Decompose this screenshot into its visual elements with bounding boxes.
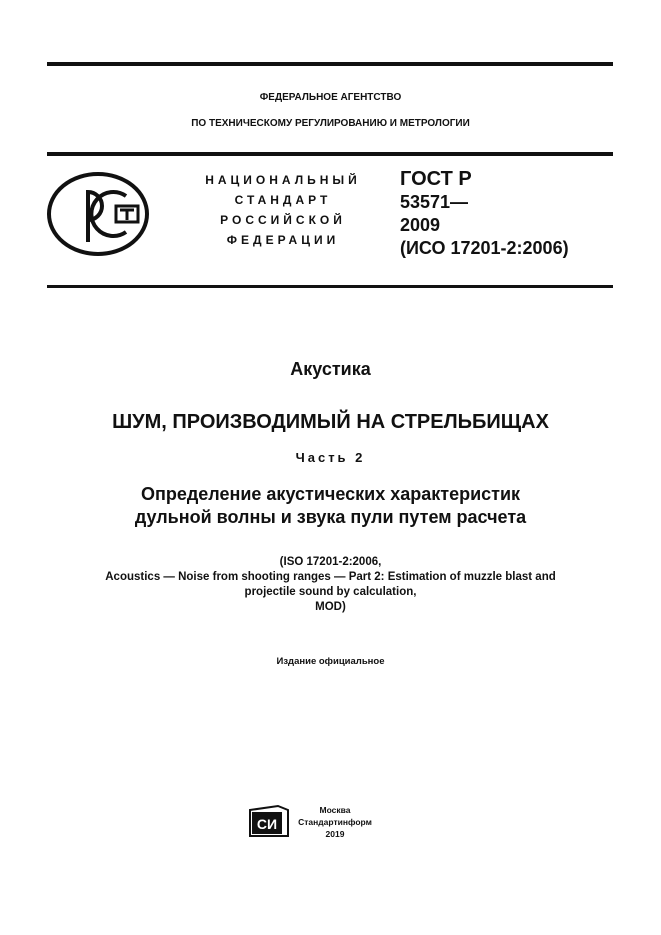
standartinform-logo-icon	[248, 804, 290, 838]
subject: Акустика	[290, 359, 371, 379]
main-title: ШУМ, ПРОИЗВОДИМЫЙ НА СТРЕЛЬБИЩАХ	[112, 411, 549, 433]
subtitle	[0, 483, 661, 529]
subtitle-line: дульной волны и звука пули путем расчета	[134, 507, 527, 527]
publisher-name: Стандартинформ	[298, 817, 372, 827]
iso-line: projectile sound by calculation,	[244, 586, 417, 598]
standard-type-line: РОССИЙСКОЙ	[220, 213, 346, 227]
edition: Издание официальное	[276, 656, 385, 667]
agency-line-1: ФЕДЕРАЛЬНОЕ АГЕНТСТВО	[259, 92, 402, 103]
designation-line: ГОСТ Р	[400, 168, 472, 190]
designation-line: (ИСО 17201-2:2006)	[400, 238, 569, 258]
part: Часть 2	[295, 450, 366, 465]
iso-reference	[0, 555, 661, 615]
svg-text:СИ: СИ	[256, 816, 278, 832]
publisher-city: Москва	[319, 805, 351, 815]
header-rule	[47, 152, 613, 156]
publisher-year: 2019	[325, 829, 345, 839]
header-bottom-rule	[47, 285, 613, 288]
designation-line: 53571—	[400, 192, 469, 212]
iso-line: Acoustics — Noise from shooting ranges — Part 2: Estimation of muzzle blast and	[105, 571, 556, 583]
standard-type-line: СТАНДАРТ	[234, 193, 332, 207]
standard-type-line: ФЕДЕРАЦИИ	[226, 233, 340, 247]
rst-logo-icon	[46, 170, 150, 258]
agency-line-2: ПО ТЕХНИЧЕСКОМУ РЕГУЛИРОВАНИЮ И МЕТРОЛОГИИ	[191, 118, 470, 129]
subtitle-line: Определение акустических характеристик	[140, 484, 521, 504]
designation-line: 2009	[400, 215, 441, 235]
designation	[400, 168, 569, 260]
standard-type-line: НАЦИОНАЛЬНЫЙ	[205, 173, 361, 187]
top-rule	[47, 62, 613, 66]
publisher	[295, 804, 375, 840]
iso-line: (ISO 17201-2:2006,	[279, 556, 382, 568]
standard-type	[198, 170, 368, 250]
iso-line: MOD)	[315, 601, 346, 613]
